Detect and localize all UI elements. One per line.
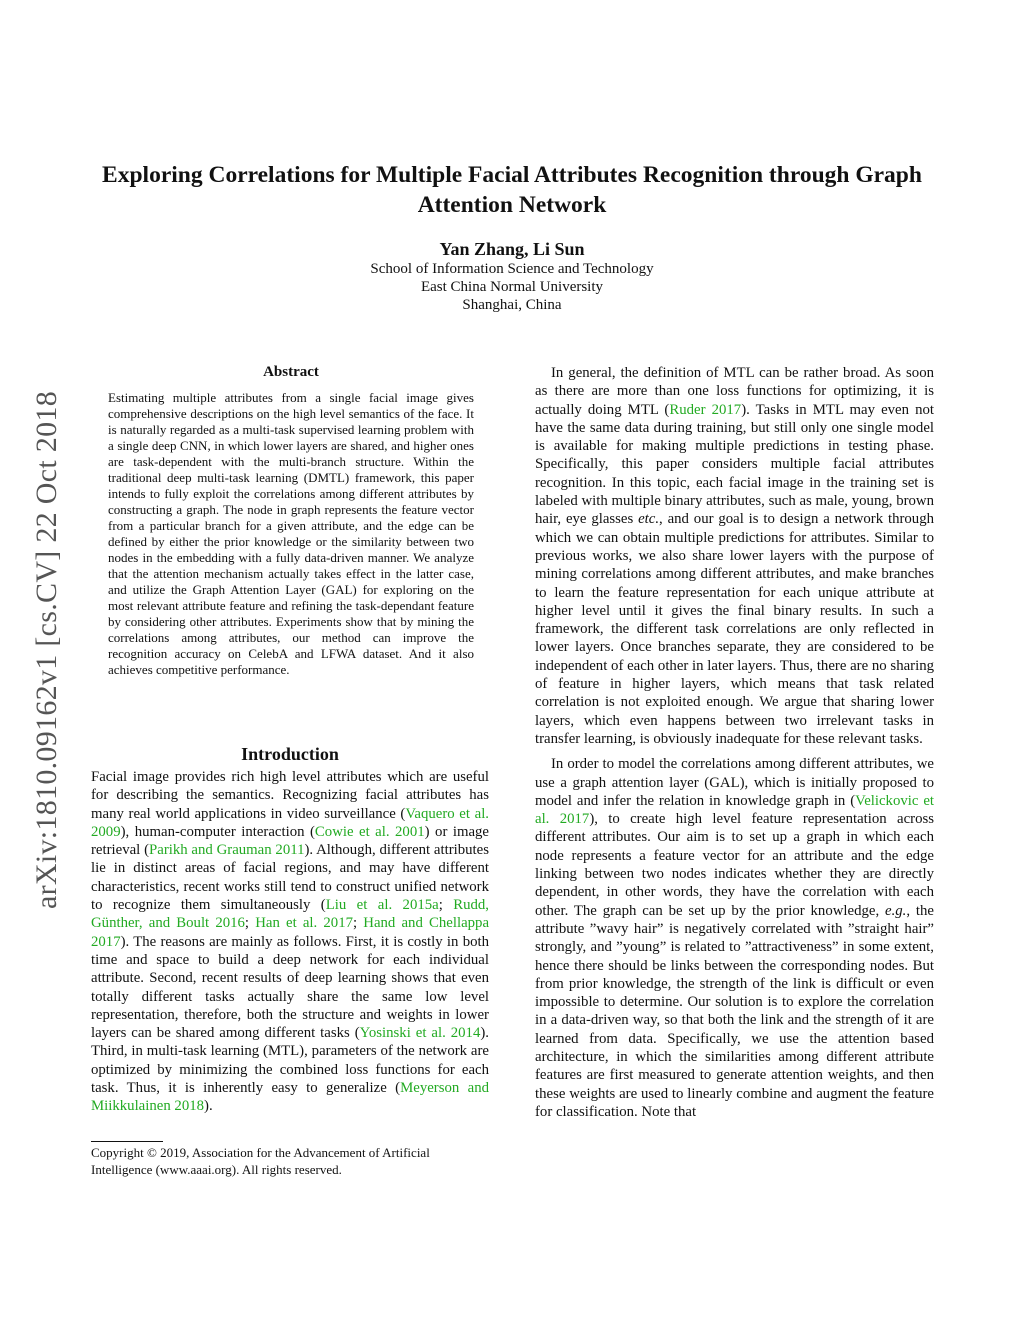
emphasis-text: etc. xyxy=(638,511,660,528)
citation-separator: ; xyxy=(438,897,454,914)
citation-separator: ; xyxy=(244,915,256,932)
body-text: ). xyxy=(204,1098,213,1115)
citation-link[interactable]: Ruder 2017 xyxy=(669,401,742,418)
intro-paragraph-2 xyxy=(535,364,934,748)
copyright-symbol: © xyxy=(146,1145,157,1160)
citation-link[interactable]: Liu et al. 2015a xyxy=(325,897,439,914)
citation-link[interactable]: Rudd, Günther, and Boult 2016 xyxy=(91,897,489,932)
citation-link[interactable]: Hand and Chellappa 2017 xyxy=(91,915,490,950)
citation-link[interactable]: Velickovic et al. 2017 xyxy=(535,792,935,828)
introduction-heading: Introduction xyxy=(241,744,339,764)
affiliation-line: School of Information Science and Technology xyxy=(370,261,654,277)
citation-link[interactable]: Parikh and Grauman 2011 xyxy=(149,842,305,859)
body-text: ). Tasks in MTL may even not have the same data during training, but still only one single model is available for making multiple predictions in testing phase. Specifically, this paper considers multiple facial attributes recognition. In this topic, each facial image in the training set is labeled with multiple binary attributes, such as male, young, brown hair, eye glasses xyxy=(535,401,934,528)
body-text: , and our goal is to design a network through which we can obtain multiple predictions for attributes. Similar to previous works, we also share lower layers with the purpose of mining correlations among different attributes, and make branches to learn the feature representation for each unique attribute at higher level until it gives the final binary results. In such a framework, the different task correlations are only reflected in lower layers. Once branches separate, they are considered to be independent of each other in later layers. Thus, there are no sharing of feature in higher layers, which means that task related correlation is not exploited enough. We argue that sharing lower layers, which even happens between two irrelevant tasks in transfer learning, is obviously inadequate for these relevant tasks. xyxy=(535,511,934,747)
citation-link[interactable]: Vaquero et al. 2009 xyxy=(91,805,489,840)
body-text: ) or image retrieval ( xyxy=(91,823,489,859)
body-text: ). The reasons are mainly as follows. First, it is costly in both time and space to build a deep network for each individual attribute. Second, recent results of deep learning shows that even totally different tasks actually share the same low level representation, therefore, both the structure and weights in lower layers can be shared among different tasks ( xyxy=(91,933,489,1042)
emphasis-text: e.g. xyxy=(885,902,907,919)
affiliation-block xyxy=(200,260,824,314)
citation-separator: ; xyxy=(353,915,364,932)
body-text: ). Although, different attributes lie in distinct areas of facial regions, and may have different characteristics, recent works still tend to construct unified network to recognize them simultaneously ( xyxy=(91,842,489,914)
body-text: ), to create high level feature representation across different attributes. Our aim is to set up a graph in which each node represents a feature vector for an attribute and the edge linking between two nodes indicates whether they are directly dependent, in other words, they have the correlation with each other. The graph can be set up by the prior knowledge, xyxy=(535,811,934,919)
copyright-footnote xyxy=(91,1144,489,1178)
footnote-text: 2019, Association for the Advancement of Artificial Intelligence (www.aaai.org). All rights reserved. xyxy=(91,1145,430,1177)
body-text: Facial image provides rich high level attributes which are useful for describing the semantics. Recognizing facial attributes has many real world applications in video surveillance ( xyxy=(91,769,489,822)
body-text: In general, the definition of MTL can be rather broad. As soon as there are more than one loss functions for optimizing, it is actually doing MTL ( xyxy=(535,365,934,418)
body-text: ). Third, in multi-task learning (MTL), parameters of the network are optimized by minimizing the combined loss functions for each task. Thus, it is inherently easy to generalize ( xyxy=(91,1025,489,1097)
arxiv-identifier-margin xyxy=(20,350,74,950)
abstract-heading: Abstract xyxy=(263,364,319,380)
author-names: Yan Zhang, Li Sun xyxy=(439,239,585,259)
citation-link[interactable]: Han et al. 2017 xyxy=(255,915,353,932)
intro-paragraph-1 xyxy=(91,768,489,1116)
affiliation-line: Shanghai, China xyxy=(462,297,562,313)
footnote-text: Copyright xyxy=(91,1145,147,1160)
paper-title: Exploring Correlations for Multiple Facial Attributes Recognition through Graph Attention Network xyxy=(102,162,922,218)
intro-paragraph-3 xyxy=(535,755,934,1121)
body-text: ), human-computer interaction ( xyxy=(120,823,315,840)
abstract-text: Estimating multiple attributes from a single facial image gives comprehensive descriptions on the high level semantics of the face. It is naturally regarded as a multi-task supervised learning problem with a single deep CNN, in which lower layers are shared, and higher ones are task-dependent with the multi-branch structure. Within the traditional deep multi-task learning (DMTL) framework, this paper intends to fully exploit the correlations among different attributes by constructing a graph. The node in graph represents the feature vector from a particular branch for a given attribute, and the edge can be defined by either the prior knowledge or the similarity between two nodes in the embedding with a fully data-driven manner. We analyze that the attention mechanism actually takes effect in the latter case, and utilize the Graph Attention Layer (GAL) for exploring on the most relevant attribute feature and refining the task-dependant feature by considering other attributes. Experiments show that by mining the correlations among attributes, our method can improve the recognition accuracy on CelebA and LFWA dataset. And it also achieves competitive performance. xyxy=(108,390,474,677)
body-text: , the attribute ”wavy hair” is negatively correlated with ”straight hair” strongly, and ”young” is related to ”attractiveness” in some extent, hence there should be links between the corresponding nodes. But from prior knowledge, the strength of the link is difficult or even impossible to determine. Our solution is to explore the correlation in a data-driven way, so that both the link and the strength of it are learned from data. Specifically, we use the attention based architecture, in which the similarities among different attribute features are first measured to generate attention weights, and then these weights are used to linearly combine and augment the feature for classification. Note that xyxy=(535,902,934,1120)
citation-link[interactable]: Meyerson and Miikkulainen 2018 xyxy=(91,1080,489,1115)
affiliation-line: East China Normal University xyxy=(420,279,604,295)
right-column xyxy=(535,364,934,1121)
citation-link[interactable]: Cowie et al. 2001 xyxy=(314,823,425,840)
footnote-rule xyxy=(91,1141,163,1142)
citation-link[interactable]: Yosinski et al. 2014 xyxy=(359,1025,481,1042)
body-text: In order to model the correlations among different attributes, we use a graph attention layer (GAL), which is initially proposed to model and infer the relation in knowledge graph in ( xyxy=(535,756,934,809)
arxiv-identifier: arXiv:1810.09162v1 [cs.CV] 22 Oct 2018 xyxy=(30,390,64,910)
